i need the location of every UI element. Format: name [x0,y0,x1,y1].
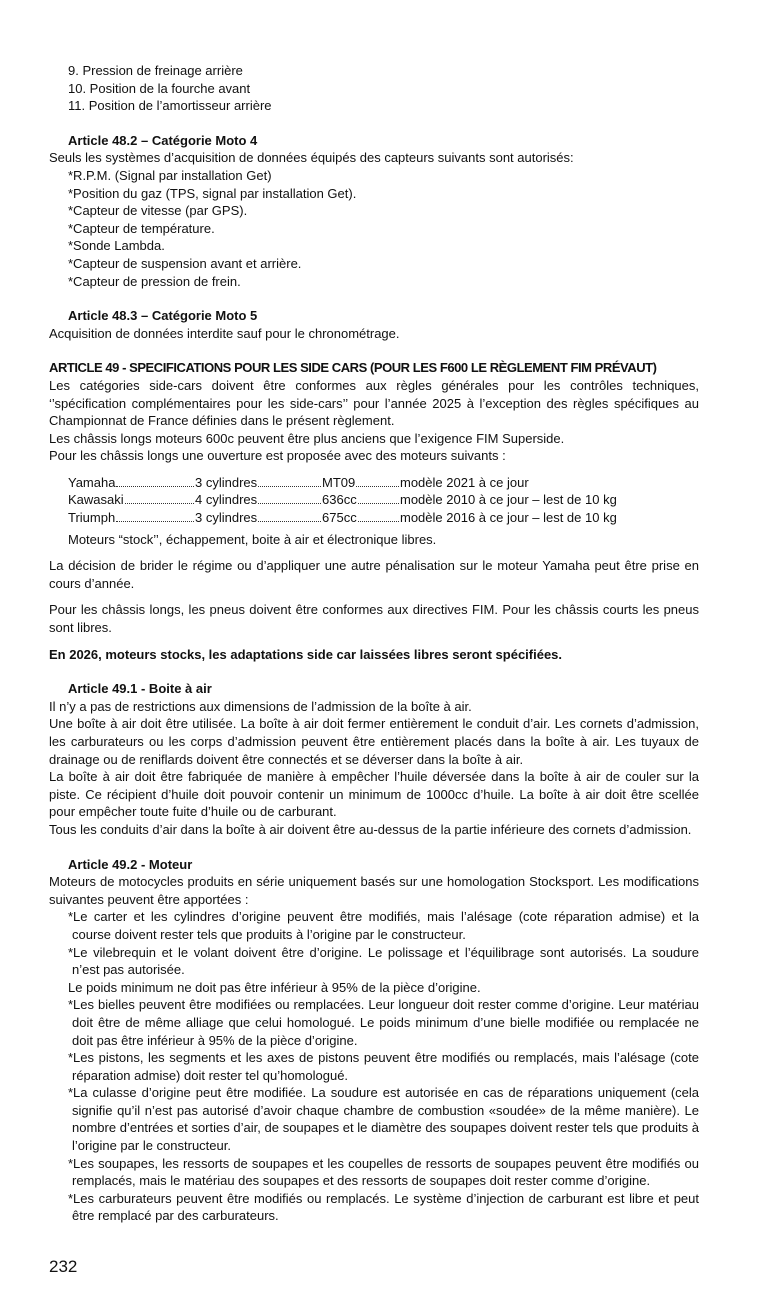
article-49-1-para: Une boîte à air doit être utilisée. La boîte à air doit fermer entièrement le conduit d’air. Les cornets d’admission, les carburateurs ou les corps d’admission peuvent être entièrement placés dans la boîte à air. Les tuyaux de drainage ou de reniflards doivent être connectés et se déverser dans la boîte à air. [49,716,699,767]
engine-brand: Kawasaki [68,492,124,508]
article-48-3-text: Acquisition de données interdite sauf pour le chronométrage. [49,325,400,341]
list-item: 11. Position de l’amortisseur arrière [68,98,272,114]
article-49-p3: Pour les châssis longs une ouverture est proposée avec des moteurs suivants : [49,448,506,464]
list-item: 10. Position de la fourche avant [68,80,251,96]
document-body [49,62,699,1225]
sensor-item: *Capteur de température. [68,220,215,236]
stock-note: Moteurs “stock’’, échappement, boite à air et électronique libres. [68,531,437,547]
engine-note: modèle 2010 à ce jour – lest de 10 kg [400,492,617,508]
engine-rule-item: *Les carburateurs peuvent être modifiés ou remplacés. Le système d’injection de carburant est libre et peut être remplacé par des carburateurs. [68,1190,699,1224]
article-49-1-para: Il n’y a pas de restrictions aux dimensions de l’admission de la boîte à air. [49,698,472,714]
engine-model: 636cc [322,492,357,508]
article-49-p1: Les catégories side-cars doivent être conformes aux règles générales pour les contrôles techniques, ‘’spécification complémentaires pour les side-cars’’ pour l’année 2025 à l’exception des règles spécifiques au Championnat de France définies dans le présent règlement. [49,377,699,429]
article-49-2-intro: Moteurs de motocycles produits en série uniquement basés sur une homologation Stocksport. Les modifications suivantes peuvent être apportées : [49,874,699,907]
sensor-item: *Sonde Lambda. [68,238,165,254]
engine-model: 675cc [322,510,357,526]
article-49-p2: Les châssis longs moteurs 600c peuvent être plus anciens que l’exigence FIM Superside. [49,430,565,446]
engine-row [68,474,699,492]
engine-cylinders: 4 cylindres [195,492,258,508]
engine-note: modèle 2016 à ce jour – lest de 10 kg [400,510,617,526]
article-49-p4: La décision de brider le régime ou d’appliquer une autre pénalisation sur le moteur Yamaha peut être prise en cours d’année. [49,558,699,591]
engine-table [49,474,699,527]
sensor-item: *Position du gaz (TPS, signal par installation Get). [68,185,357,201]
engine-note: modèle 2021 à ce jour [400,474,529,490]
engine-rule-item: Le poids minimum ne doit pas être inférieur à 95% de la pièce d’origine. [68,979,481,995]
engine-brand: Yamaha [68,474,116,490]
engine-rule-item: *Les soupapes, les ressorts de soupapes et les coupelles de ressorts de soupapes peuvent être modifiés ou remplacés, mais le matériau des soupapes et des ressorts de soupapes doit rester comme d’origine. [68,1155,699,1189]
sensor-item: *Capteur de vitesse (par GPS). [68,203,248,219]
article-49-1-para: La boîte à air doit être fabriquée de manière à empêcher l’huile déversée dans la boîte à air de couler sur la piste. Ce récipient d’huile doit pouvoir contenir un minimum de 1000cc d’huile. La boîte à air doit être scellée pour empêcher toute fuite d’huile ou de carburant. [49,769,699,820]
engine-rule-item: *Le vilebrequin et le volant doivent être d’origine. Le polissage et l’équilibrage sont autorisés. La soudure n’est pas autorisée. [68,944,699,978]
engine-cylinders: 3 cylindres [195,474,258,490]
sensor-item: *R.P.M. (Signal par installation Get) [68,167,272,183]
engine-brand: Triumph [68,510,116,526]
engine-rule-item: *Les pistons, les segments et les axes de pistons peuvent être modifiés ou remplacés, mais l’alésage (cote réparation admise) doit rester tel qu’homologué. [68,1050,699,1083]
article-49-p5: Pour les châssis longs, les pneus doivent être conformes aux directives FIM. Pour les châssis courts les pneus sont libres. [49,602,699,636]
engine-row [68,509,699,527]
article-49-p6: En 2026, moteurs stocks, les adaptations side car laissées libres seront spécifiées. [49,646,563,662]
engine-cylinders: 3 cylindres [195,510,258,526]
sensor-item: *Capteur de pression de frein. [68,273,241,289]
article-49-1-para: Tous les conduits d’air dans la boîte à air doivent être au-dessus de la partie inférieure des cornets d’admission. [49,821,692,837]
engine-rule-item: *Le carter et les cylindres d’origine peuvent être modifiés, mais l’alésage (cote réparation admise) et la course doivent rester tels que produits à l’origine par le constructeur. [68,909,699,942]
sensor-item: *Capteur de suspension avant et arrière. [68,255,302,271]
article-49-title: ARTICLE 49 - SPECIFICATIONS POUR LES SIDE CARS (POUR LES F600 LE RÈGLEMENT FIM PRÉVAUT) [49,360,657,376]
article-48-2-title: Article 48.2 – Catégorie Moto 4 [68,132,258,148]
article-48-2-intro: Seuls les systèmes d’acquisition de données équipés des capteurs suivants sont autorisés: [49,150,574,166]
engine-row [68,491,699,509]
page-number: 232 [49,1257,78,1276]
engine-model: MT09 [322,474,356,490]
article-49-2-title: Article 49.2 - Moteur [68,856,193,872]
engine-rule-item: *La culasse d’origine peut être modifiée. La soudure est autorisée en cas de réparations uniquement (cela signifie qu’il n’est pas autorisé d’avoir chaque chambre de combustion «soudée» de la même manière). Le nombre d’entrées et sorties d’air, de soupapes et le diamètre des soupapes doivent rester tels que produits à l’origine par le constructeur. [68,1085,699,1154]
engine-rule-item: *Les bielles peuvent être modifiées ou remplacées. Leur longueur doit rester comme d’origine. Leur matériau doit être de même alliage que celui homologué. Le poids minimum d’une bielle modifiée ou remplacée ne doit pas être inférieur à 95% de la pièce d’origine. [68,997,699,1048]
list-item: 9. Pression de freinage arrière [68,63,243,78]
article-48-3-title: Article 48.3 – Catégorie Moto 5 [68,308,258,324]
article-49-1-title: Article 49.1 - Boite à air [68,681,212,697]
